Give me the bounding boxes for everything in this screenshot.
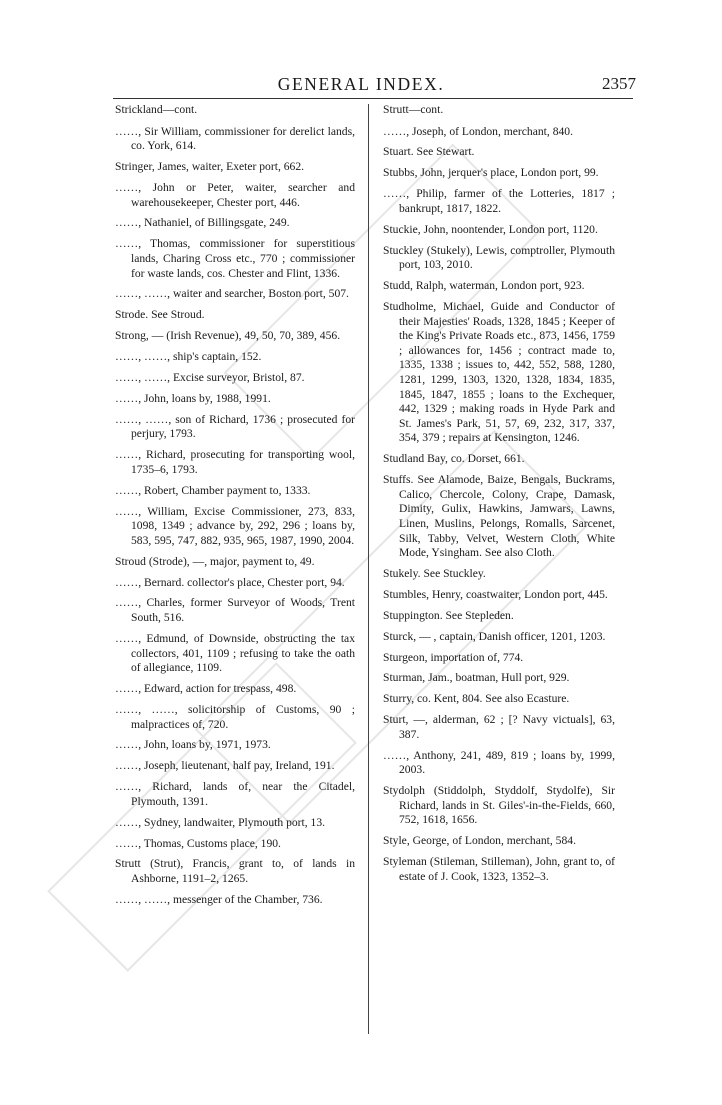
index-entry: Strickland—cont. [115, 103, 198, 116]
index-entry: Strutt—cont. [383, 103, 444, 116]
index-entry: ……, John, loans by, 1971, 1973. [115, 738, 271, 752]
index-entry: ……, ……, Excise surveyor, Bristol, 87. [115, 370, 305, 384]
index-entry: Studland Bay, co. Dorset, 661. [383, 452, 525, 466]
index-entry: ……, ……, solicitorship of Customs, 90 ; malpractices of, 720. [115, 702, 355, 731]
index-entry: ……, William, Excise Commissioner, 273, 833, 1098, 1349 ; advance by, 292, 296 ; loans by, 583, 595, 747, 882, 935, 965, 1987, 1990, 2004. [115, 504, 355, 547]
index-entry: ……, Joseph, lieutenant, half pay, Ireland, 191. [115, 759, 335, 773]
index-entry: ……, John, loans by, 1988, 1991. [115, 391, 271, 405]
index-entry: Styleman (Stileman, Stilleman), John, grant to, of estate of J. Cook, 1323, 1352–3. [383, 855, 615, 883]
index-entry: Stuppington. See Stepleden. [383, 608, 514, 622]
left-column [115, 103, 355, 914]
index-entry: Stuart. See Stewart. [383, 145, 475, 159]
index-entry: ……, Anthony, 241, 489, 819 ; loans by, 1999, 2003. [383, 748, 615, 777]
index-entry: Stringer, James, waiter, Exeter port, 662. [115, 160, 305, 174]
index-entry: Studholme, Michael, Guide and Conductor of their Majesties' Roads, 1328, 1845 ; Keeper of the King's Private Roads etc., 873, 1456, 1759 ; allowances for, 1456 ; contract made to, 1335, 1338 ; issues to, 442, 552, 588, 1280, 1281, 1299, 1303, 1320, 1328, 1834, 1835, 1845, 1847, 1855 ; loans to the Exchequer, 442, 1329 ; making roads in Hyde Park and St. James's Park, 51, 57, 69, 232, 317, 337, 354, 379 ; repairs at Kensington, 1246. [383, 300, 615, 445]
index-entry: Stydolph (Stiddolph, Styddolf, Stydolfe), Sir Richard, lands in St. Giles'-in-the-Fields, 660, 752, 1618, 1656. [383, 784, 615, 827]
index-entry: ……, Thomas, commissioner for superstitious lands, Charing Cross etc., 770 ; commissioner for waste lands, cos. Chester and Flint, 1336. [115, 237, 355, 280]
index-entry: Strong, — (Irish Revenue), 49, 50, 70, 389, 456. [115, 329, 341, 343]
right-column [383, 103, 615, 891]
index-entry: ……, ……, son of Richard, 1736 ; prosecuted for perjury, 1793. [115, 412, 355, 441]
index-entry: Stubbs, John, jerquer's place, London port, 99. [383, 166, 599, 180]
index-entry: ……, Edward, action for trespass, 498. [115, 682, 297, 696]
index-entry: ……, Charles, former Surveyor of Woods, Trent South, 516. [115, 596, 355, 625]
index-entry: ……, Robert, Chamber payment to, 1333. [115, 483, 311, 497]
index-entry: Style, George, of London, merchant, 584. [383, 834, 576, 848]
index-entry: ……, Sir William, commissioner for derelict lands, co. York, 614. [115, 124, 355, 153]
index-entry: ……, Bernard. collector's place, Chester port, 94. [115, 575, 345, 589]
index-entry: ……, Nathaniel, of Billingsgate, 249. [115, 216, 290, 230]
index-entry: Stuckley (Stukely), Lewis, comptroller, Plymouth port, 103, 2010. [383, 243, 615, 272]
column-divider [368, 104, 369, 1034]
index-entry: Studd, Ralph, waterman, London port, 923. [383, 279, 585, 293]
index-entry: Sturck, — , captain, Danish officer, 1201, 1203. [383, 629, 606, 643]
index-entry: Strutt (Strut), Francis, grant to, of lands in Ashborne, 1191–2, 1265. [115, 857, 355, 886]
page-header [0, 74, 722, 98]
running-head-title: GENERAL INDEX. [277, 74, 445, 94]
header-rule [113, 98, 633, 99]
index-entry: ……, Philip, farmer of the Lotteries, 1817 ; bankrupt, 1817, 1822. [383, 187, 615, 215]
index-entry: Sturry, co. Kent, 804. See also Ecasture. [383, 692, 570, 706]
index-entry: ……, ……, messenger of the Chamber, 736. [115, 892, 323, 906]
page-number: 2357 [602, 74, 636, 93]
index-entry: Stroud (Strode), —, major, payment to, 49. [115, 554, 315, 568]
index-entry: ……, Thomas, Customs place, 190. [115, 836, 281, 850]
index-entry: ……, ……, ship's captain, 152. [115, 350, 262, 364]
index-entry: ……, Joseph, of London, merchant, 840. [383, 124, 573, 138]
index-entry: Sturman, Jam., boatman, Hull port, 929. [383, 671, 570, 685]
index-entry: Stuckie, John, noontender, London port, 1120. [383, 222, 598, 236]
index-entry: ……, Sydney, landwaiter, Plymouth port, 13. [115, 815, 326, 829]
index-entry: Strode. See Stroud. [115, 308, 205, 322]
index-entry: ……, John or Peter, waiter, searcher and warehousekeeper, Chester port, 446. [115, 180, 355, 209]
index-entry: ……, ……, waiter and searcher, Boston port, 507. [115, 287, 349, 301]
index-entry: ……, Edmund, of Downside, obstructing the tax collectors, 401, 1109 ; refusing to take the oath of allegiance, 1109. [115, 631, 355, 675]
index-entry: ……, Richard, lands of, near the Citadel, Plymouth, 1391. [115, 780, 355, 808]
index-entry: Stumbles, Henry, coastwaiter, London port, 445. [383, 587, 608, 601]
index-entry: Sturgeon, importation of, 774. [383, 650, 524, 664]
index-entry: ……, Richard, prosecuting for transporting wool, 1735–6, 1793. [115, 448, 355, 476]
index-entry: Stukely. See Stuckley. [383, 567, 486, 580]
index-entry: Sturt, —, alderman, 62 ; [? Navy victuals], 63, 387. [383, 713, 615, 741]
index-entry: Stuffs. See Alamode, Baize, Bengals, Buckrams, Calico, Chercole, Colony, Crape, Damask, Dimity, Gulix, Hawkins, Jamwars, Lawns, Linen, Muslins, Pelongs, Romalls, Sarcenet, Silk, Tabby, Velvet, Western Cloth, White Mode, Ysingham. See also Cloth. [383, 473, 615, 560]
